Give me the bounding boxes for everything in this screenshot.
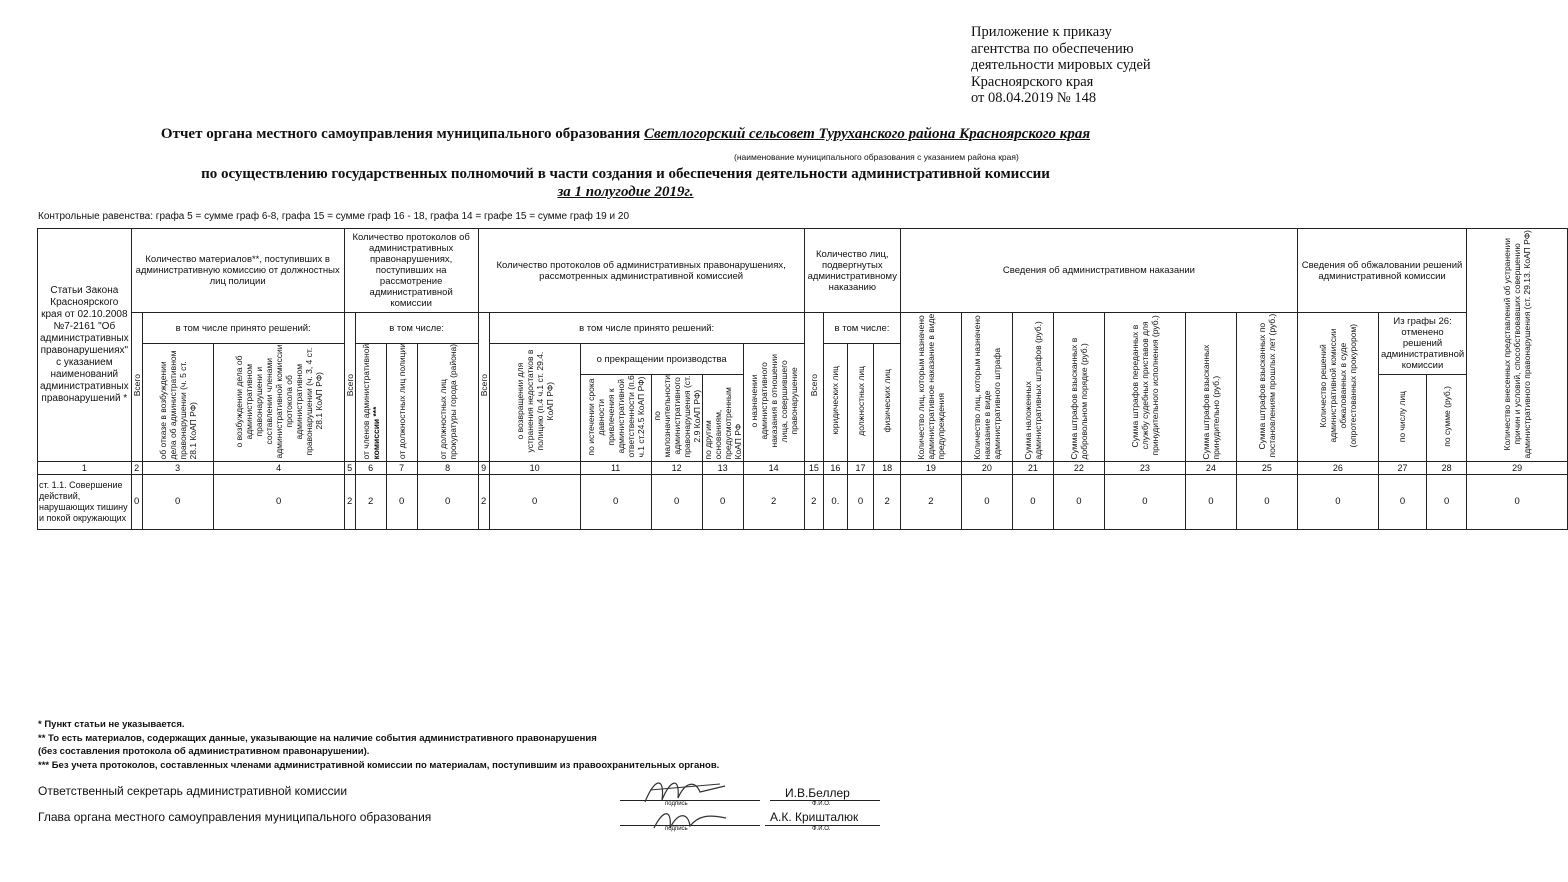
table-cell: 0 xyxy=(213,474,344,529)
table-cell: 2 xyxy=(804,474,823,529)
table-cell: 2 xyxy=(355,474,386,529)
col-10-header: о возвращении для устранения недостатков в полицию (п.4 ч.1 ст. 29.4. КоАП РФ) xyxy=(489,344,580,462)
materials-decisions-subheader: в том числе принято решений: xyxy=(142,313,344,344)
column-number: 6 xyxy=(355,461,386,474)
column-number: 20 xyxy=(961,461,1012,474)
col-20-header: Количество лиц, которым назначено наказание в виде административного штрафа xyxy=(961,313,1012,462)
report-title xyxy=(0,126,1251,143)
col-18-header: физических лиц xyxy=(874,344,901,462)
table-cell: 0 xyxy=(1427,474,1467,529)
col-21-header: Сумма наложенных административных штрафов (руб.) xyxy=(1012,313,1053,462)
column-number: 8 xyxy=(417,461,478,474)
column-number: 19 xyxy=(900,461,961,474)
appendix-line: агентства по обеспечению xyxy=(971,40,1134,57)
col-4-header: о возбуждении дела об административном правонарушени и составлении членами административной комиссии протокола об административном правонарушении (ч. 3, 4 ст. 28.1 КоАП РФ) xyxy=(213,344,344,462)
table-cell: 0 xyxy=(1236,474,1297,529)
col-2-header: Всего xyxy=(131,313,142,462)
table-cell: 0 xyxy=(1185,474,1236,529)
col-17-header: должностных лиц xyxy=(847,344,874,462)
column-number: 12 xyxy=(651,461,702,474)
column-number: 25 xyxy=(1236,461,1297,474)
appendix-line: от 08.04.2019 № 148 xyxy=(971,90,1097,106)
col-28-header: по сумме (руб.) xyxy=(1427,375,1467,462)
col-25-header: Сумма штрафов взысканных по постановлениям прошлых лет (руб.) xyxy=(1236,313,1297,462)
col-8-header: от должностных лиц прокуратуры города (района) xyxy=(417,344,478,462)
report-period: за 1 полугодие 2019г. xyxy=(557,184,694,200)
column-number: 27 xyxy=(1378,461,1426,474)
table-cell: 0 xyxy=(961,474,1012,529)
table-cell: 0 xyxy=(1012,474,1053,529)
footnote: * Пункт статьи не указывается. xyxy=(38,719,185,730)
column-number: 13 xyxy=(702,461,743,474)
secretary-name: И.В.Беллер xyxy=(785,786,850,800)
table-cell: 0 xyxy=(142,474,213,529)
group-persons-header: Количество лиц, подвергнутых административному наказанию xyxy=(804,229,900,313)
table-cell: 0 xyxy=(651,474,702,529)
col-11-header: по истечении срока давности привлечения к административной ответственности (п.6 ч.1 ст.24.5 КоАП РФ) xyxy=(580,375,651,462)
footnote: (без составления протокола об административном правонарушении). xyxy=(38,746,370,757)
row-label: ст. 1.1. Совершение действий, нарушающих тишину и покой окружающих xyxy=(38,474,132,529)
column-number: 23 xyxy=(1104,461,1185,474)
appendix-block xyxy=(971,24,1231,107)
column-number: 24 xyxy=(1185,461,1236,474)
appendix-line: деятельности мировых судей xyxy=(971,57,1151,73)
col-16-header: юридических лиц xyxy=(824,344,848,462)
table-cell: 2 xyxy=(344,474,355,529)
report-subtitle: по осуществлению государственных полномочий в части создания и обеспечения деятельности административной комиссии xyxy=(201,166,1050,182)
signature-caption: подпись xyxy=(665,801,688,807)
col-24-header: Сумма штрафов взысканных принудительно (руб.) xyxy=(1185,313,1236,462)
col-3-header: об отказе в возбуждении дела об административном правонарушении (ч. 5 ст. 28.1 КоАП РФ) xyxy=(142,344,213,462)
from-col26-subheader: Из графы 26: отменено решений административной комиссии xyxy=(1378,313,1466,375)
col-29-header: Количество внесенных представлений об устранении причин и условий, способствовавших совершению административного правонарушения (ст. 29.13. КоАП РФ) xyxy=(1467,229,1568,462)
column-number: 18 xyxy=(874,461,901,474)
column-number: 29 xyxy=(1467,461,1568,474)
col-5-header: Всего xyxy=(344,313,355,462)
footnotes xyxy=(38,718,719,772)
column-number: 3 xyxy=(142,461,213,474)
table-cell: 2 xyxy=(874,474,901,529)
table-cell: 2 xyxy=(478,474,489,529)
table-row xyxy=(38,474,1568,529)
fio-caption: Ф.И.О. xyxy=(812,801,831,807)
col-6-header: от членов административной комиссии *** xyxy=(355,344,386,462)
column-number: 1 xyxy=(38,461,132,474)
table-cell: 0 xyxy=(417,474,478,529)
group-appeal-header: Сведения об обжаловании решений административной комиссии xyxy=(1297,229,1466,313)
col-15-header: Всего xyxy=(804,313,823,462)
col-19-header: Количество лиц, которым назначено административное наказание в виде предупреждения xyxy=(900,313,961,462)
column-number-row xyxy=(38,461,1568,474)
table-cell: 2 xyxy=(743,474,804,529)
table-cell: 0 xyxy=(702,474,743,529)
appendix-line: Приложение к приказу xyxy=(971,24,1112,40)
report-table xyxy=(37,228,1568,530)
column-number: 11 xyxy=(580,461,651,474)
table-cell: 0 xyxy=(1297,474,1378,529)
head-name: А.К. Кришталюк xyxy=(770,810,859,824)
table-cell: 0 xyxy=(1467,474,1568,529)
table-cell: 0 xyxy=(131,474,142,529)
reviewed-decisions-subheader: в том числе принято решений: xyxy=(489,313,804,344)
secretary-signature-image xyxy=(640,772,730,808)
col-23-header: Сумма штрафов переданных в службу судебных приставов для принудительного исполнения (руб.) xyxy=(1104,313,1185,462)
protocols-in-that-subheader: в том числе: xyxy=(355,313,478,344)
table-cell: 2 xyxy=(900,474,961,529)
col-14-header: о назначении административного наказания в отношении лица, совершившего правонарушение xyxy=(743,344,804,462)
fio-caption: Ф.И.О. xyxy=(812,826,831,832)
column-number: 26 xyxy=(1297,461,1378,474)
table-cell: 0 xyxy=(386,474,417,529)
column-number: 16 xyxy=(824,461,848,474)
footnote: ** То есть материалов, содержащих данные, указывающие на наличие события административного правонарушения xyxy=(38,732,597,744)
col-7-header: от должностных лиц полиции xyxy=(386,344,417,462)
table-cell: 0 xyxy=(847,474,874,529)
column-number: 15 xyxy=(804,461,823,474)
table-cell: 0 xyxy=(489,474,580,529)
appendix-line: Красноярского края xyxy=(971,73,1094,90)
group-penalty-header: Сведения об административном наказании xyxy=(900,229,1297,313)
termination-subheader: о прекращении производства xyxy=(580,344,743,375)
table-cell: 0 xyxy=(1378,474,1426,529)
column-number: 21 xyxy=(1012,461,1053,474)
head-signature-image xyxy=(650,806,730,834)
persons-in-that-subheader: в том числе: xyxy=(824,313,901,344)
municipality-hint: (наименование муниципального образования с указанием района края) xyxy=(734,152,1019,162)
col-22-header: Сумма штрафов взысканных в добровольном порядке (руб.) xyxy=(1053,313,1104,462)
column-number: 9 xyxy=(478,461,489,474)
group-materials-header: Количество материалов**, поступивших в административную комиссию от должностных лиц полиции xyxy=(131,229,344,313)
table-cell: 0. xyxy=(824,474,848,529)
signature-caption: подпись xyxy=(665,826,688,832)
column-number: 17 xyxy=(847,461,874,474)
col-12-header: по малозначительности административного правонарушения (ст. 2.9 КоАП РФ) xyxy=(651,375,702,462)
col-27-header: по числу лиц xyxy=(1378,375,1426,462)
title-prefix: Отчет органа местного самоуправления муниципального образования xyxy=(160,126,641,142)
control-equalities: Контрольные равенства: графа 5 = сумме граф 6-8, графа 15 = сумме граф 16 - 18, графа 14 = графе 15 = сумме граф 19 и 20 xyxy=(38,211,630,222)
head-label: Глава органа местного самоуправления муниципального образования xyxy=(38,810,432,824)
column-number: 22 xyxy=(1053,461,1104,474)
col-26-header: Количество решений административной комиссии обжалованных в суде (опротестованных прокурором) xyxy=(1297,313,1378,462)
column-number: 5 xyxy=(344,461,355,474)
table-cell: 0 xyxy=(1053,474,1104,529)
column-number: 7 xyxy=(386,461,417,474)
col-9-header: Всего xyxy=(478,313,489,462)
footnote: *** Без учета протоколов, составленных членами административной комиссии по материалам, поступившим из правоохранительных органов. xyxy=(38,759,720,771)
column-number: 14 xyxy=(743,461,804,474)
col-1-header: Статьи Закона Красноярского края от 02.10.2008 №7-2161 "Об административных правонарушениях" с указанием наименований административных правонарушений * xyxy=(38,229,132,462)
group-protocols-received-header: Количество протоколов об административных правонарушениях, поступивших на рассмотрение административной комиссии xyxy=(344,229,478,313)
col-13-header: по другим основаниям, предусмотренным КоАП РФ xyxy=(702,375,743,462)
table-cell: 0 xyxy=(580,474,651,529)
column-number: 10 xyxy=(489,461,580,474)
column-number: 28 xyxy=(1427,461,1467,474)
secretary-label: Ответственный секретарь административной комиссии xyxy=(38,784,348,798)
group-protocols-reviewed-header: Количество протоколов об административных правонарушениях, рассмотренных административной комиссией xyxy=(478,229,804,313)
table-cell: 0 xyxy=(1104,474,1185,529)
column-number: 4 xyxy=(213,461,344,474)
municipality-name: Светлогорский сельсовет Туруханского района Красноярского края xyxy=(643,126,1091,142)
column-number: 2 xyxy=(131,461,142,474)
